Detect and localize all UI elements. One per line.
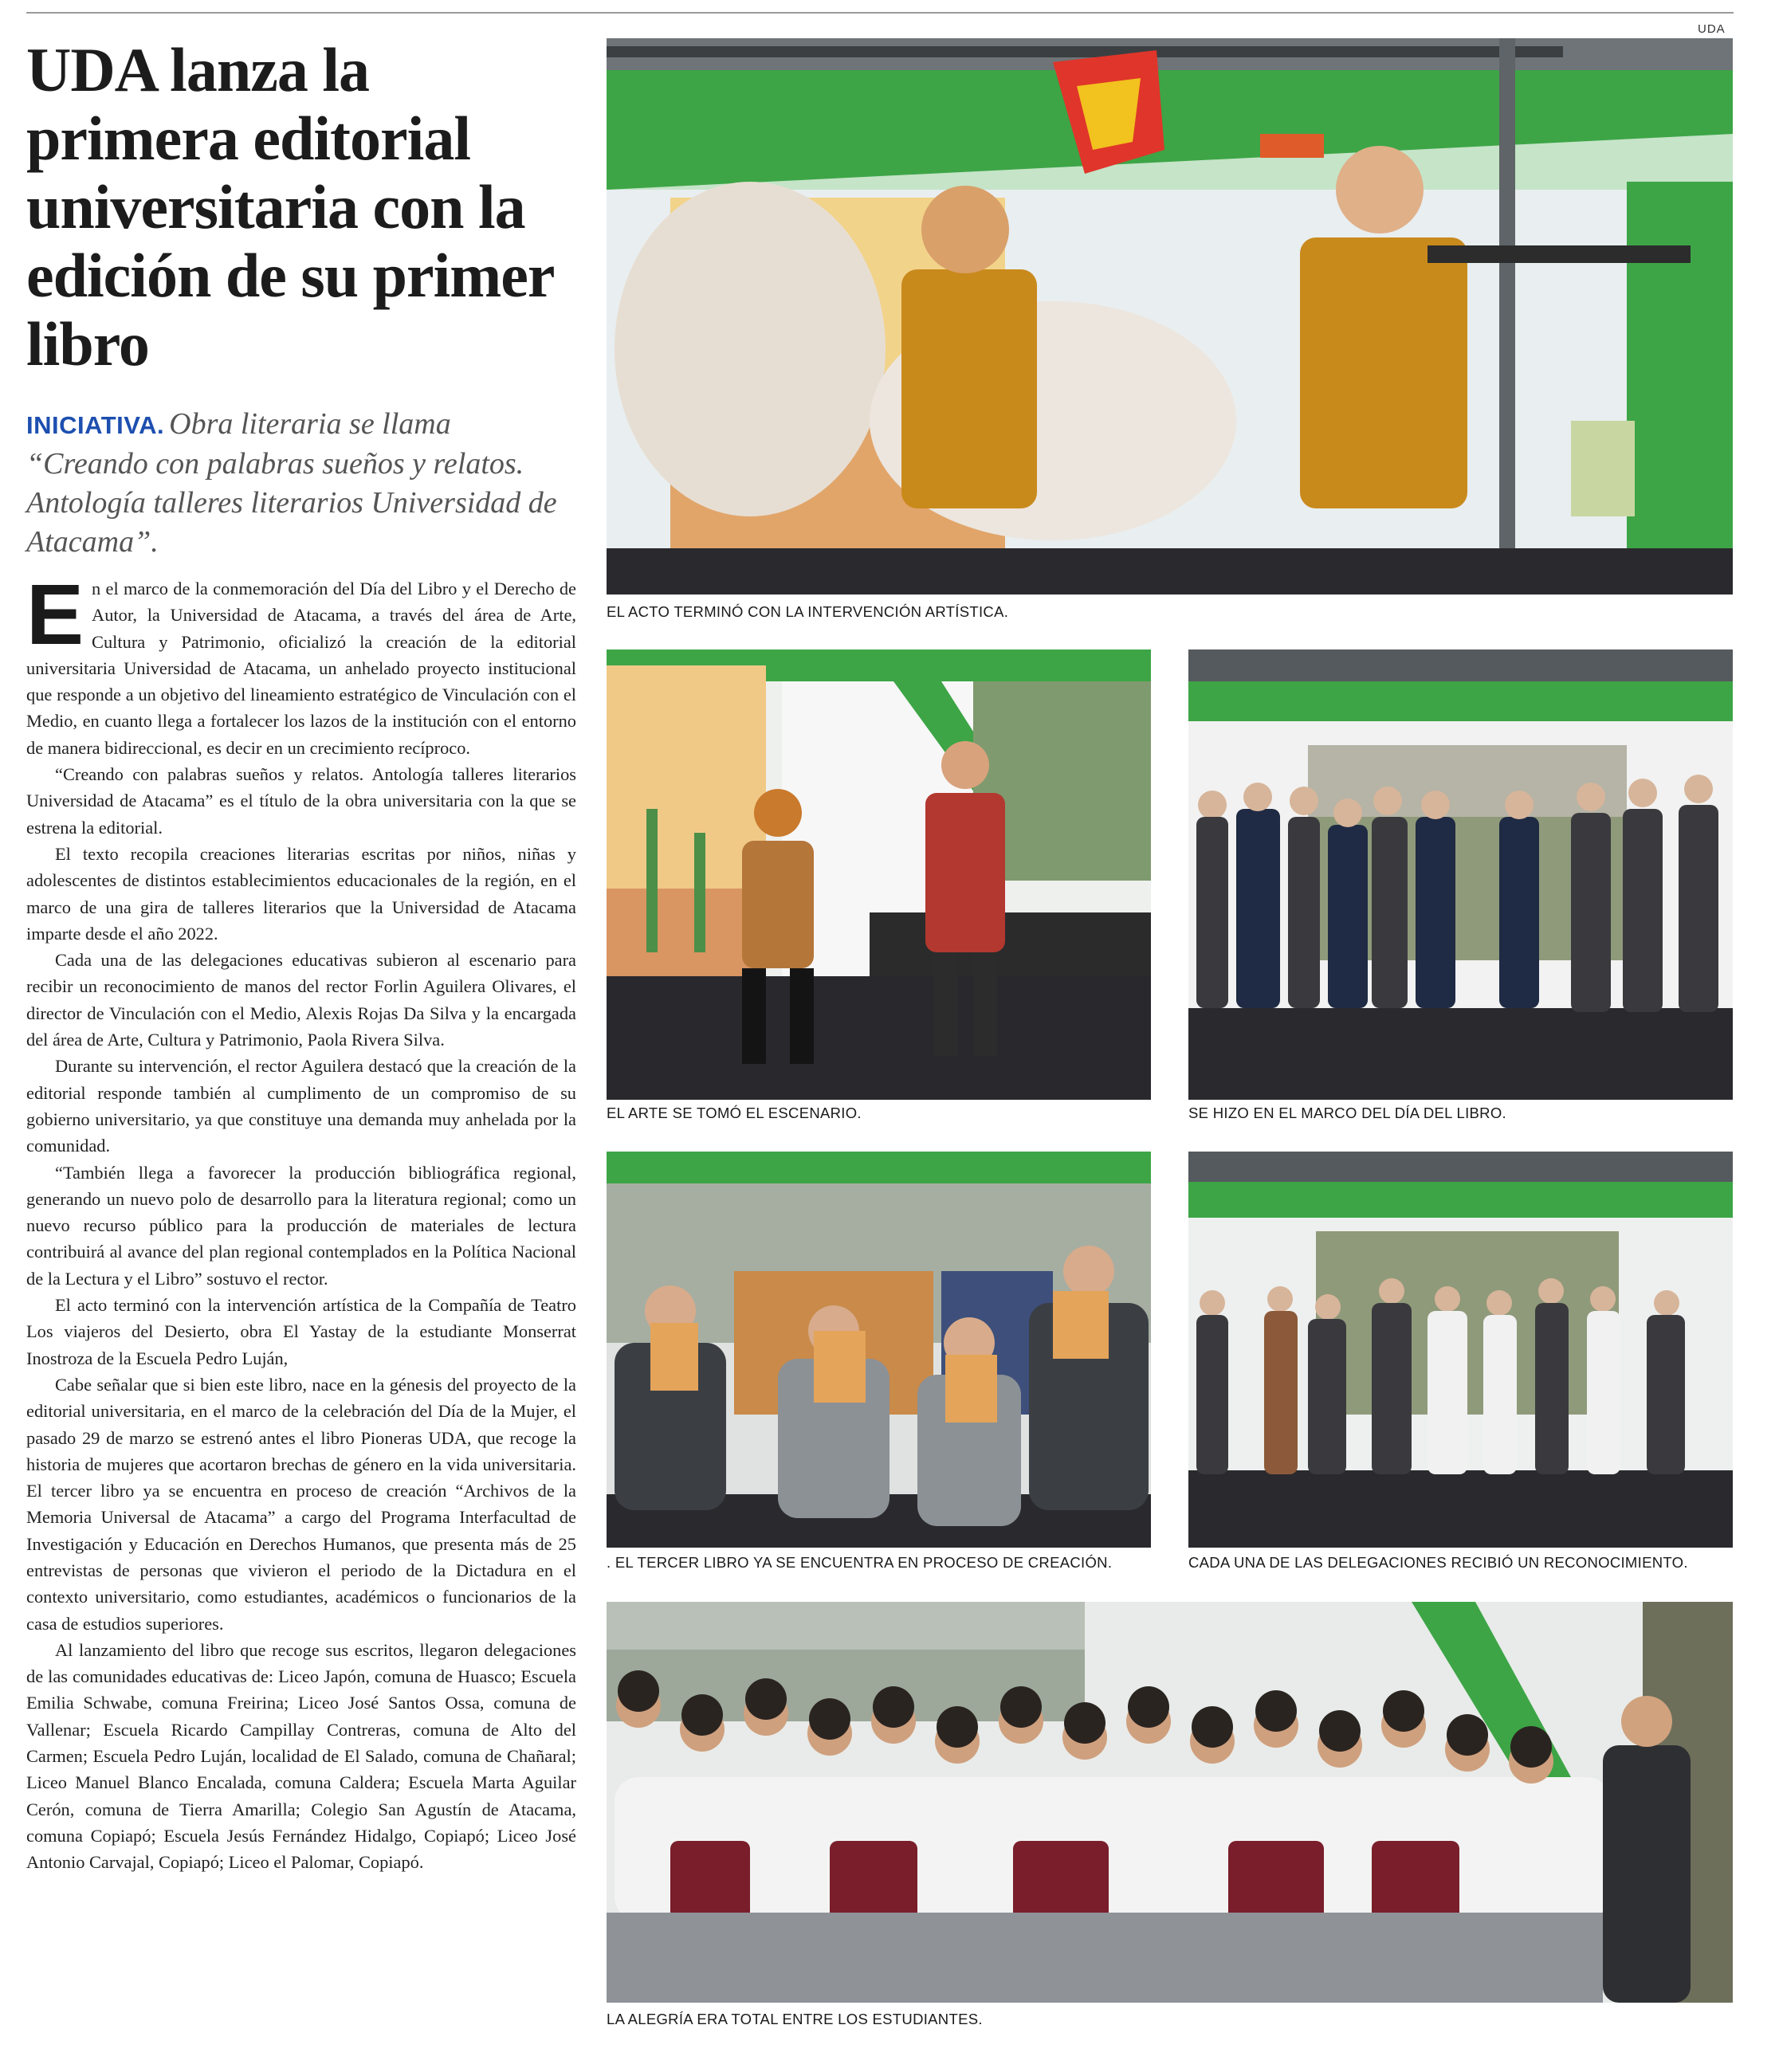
caption-performance: EL ACTO TERMINÓ CON LA INTERVENCIÓN ARTÍSTICA. bbox=[607, 603, 1009, 620]
body-paragraph: El texto recopila creaciones literarias escritas por niños, niñas y adolescentes de distintos establecimientos educacionales de la región, en el marco de una gira de talleres literarios que la Universidad de Atacama imparte desde el año 2022. bbox=[26, 843, 576, 944]
photo-dia-del-libro-image bbox=[1188, 649, 1733, 1100]
caption-reconocimiento: CADA UNA DE LAS DELEGACIONES RECIBIÓ UN RECONOCIMIENTO. bbox=[1188, 1554, 1688, 1571]
lead-text: Obra literaria se llama “Creando con palabras sueños y relatos. Antología talleres literarios Universidad de Atacama”. bbox=[26, 407, 557, 559]
body-paragraph bbox=[26, 566, 576, 761]
photo-tercer-libro-image bbox=[607, 1152, 1151, 1548]
photo-performance bbox=[607, 38, 1733, 595]
headline: UDA lanza la primera editorial universitaria con la edición de su primer libro bbox=[26, 35, 554, 379]
photo-dia-del-libro bbox=[1188, 649, 1733, 1100]
photo-estudiantes bbox=[607, 1602, 1733, 2003]
body-paragraph: “Creando con palabras sueños y relatos. Antología talleres literarios Universidad de Atacama” es el título de la obra universitaria con la que se estrena la editorial. bbox=[26, 764, 576, 838]
photo-stage-art-image bbox=[607, 649, 1151, 1100]
caption-dia-del-libro: SE HIZO EN EL MARCO DEL DÍA DEL LIBRO. bbox=[1188, 1105, 1506, 1121]
lead-paragraph bbox=[26, 405, 576, 562]
body-paragraph: Cada una de las delegaciones educativas subieron al escenario para recibir un reconocimiento de manos del rector Forlin Aguilera Olivares, el director de Vinculación con el Medio, Alexis Rojas Da Silva y la encargada del área de Arte, Cultura y Patrimonio, Paola Rivera Silva. bbox=[26, 950, 576, 1050]
body-paragraph: Durante su intervención, el rector Aguilera destacó que la creación de la editorial responde también al cumplimento de un compromiso de su gobierno universitario, ya que constituye una demanda muy anhelada por la comunidad. bbox=[26, 1056, 576, 1156]
photo-estudiantes-image bbox=[607, 1602, 1733, 2003]
photo-credit: UDA bbox=[1698, 22, 1726, 36]
body-paragraph: Cabe señalar que si bien este libro, nace en la génesis del proyecto de la editorial universitaria, en el marco de la celebración del Día de la Mujer, el pasado 29 de marzo se estrenó antes el libro Pioneras UDA, que recoge la historia de mujeres que acortaron brechas de género en la vida universitaria. El tercer libro ya se encuentra en proceso de creación “Archivos de la Memoria Universal de Atacama” a cargo del Programa Interfacultad de Investigación y Educación en Derechos Humanos, que presenta más de 25 entrevistas de personas que vivieron el periodo de la Dictadura en el contexto universitario, como estudiantes, académicos o funcionarios de la casa de estudios superiores. bbox=[26, 1374, 576, 1634]
article-body bbox=[26, 566, 576, 1876]
photo-reconocimiento-image bbox=[1188, 1152, 1733, 1548]
body-paragraph: Al lanzamiento del libro que recoge sus escritos, llegaron delegaciones de las comunidades educativas de: Liceo Japón, comuna de Huasco; Escuela Emilia Schwabe, comuna Freirina; Liceo José Santos Ossa, comuna de Vallenar; Escuela Ricardo Campillay Contreras, comuna de Alto del Carmen; Escuela Pedro Luján, localidad de El Salado, comuna de Chañaral; Liceo Manuel Blanco Encalada, comuna Caldera; Escuela Marta Aguilar Cerón, comuna de Tierra Amarilla; Colegio San Agustín de Atacama, comuna Copiapó; Escuela Jesús Fernández Hidalgo, Copiapó; Liceo José Antonio Carvajal, Copiapó; Liceo el Palomar, Copiapó. bbox=[26, 1639, 576, 1873]
dropcap: E bbox=[26, 566, 84, 662]
caption-tercer-libro: . EL TERCER LIBRO YA SE ENCUENTRA EN PROCESO DE CREACIÓN. bbox=[607, 1554, 1113, 1571]
photo-reconocimiento bbox=[1188, 1152, 1733, 1548]
photo-performance-image bbox=[607, 38, 1733, 595]
kicker: INICIATIVA. bbox=[26, 411, 165, 439]
caption-estudiantes: LA ALEGRÍA ERA TOTAL ENTRE LOS ESTUDIANTES. bbox=[607, 2011, 983, 2027]
body-paragraph-text: n el marco de la conmemoración del Día del Libro y el Derecho de Autor, la Universidad de Atacama, a través del área de Arte, Cultura y Patrimonio, oficializó la creación de la editorial universitaria Universidad de Atacama, un anhelado proyecto institucional que responde a un objetivo del lineamiento estratégico de Vinculación con el Medio, en cuanto llega a fortalecer los lazos de la institución con el entorno de manera bidireccional, es decir en un crecimiento recíproco. bbox=[26, 579, 576, 758]
caption-stage-art: EL ARTE SE TOMÓ EL ESCENARIO. bbox=[607, 1105, 862, 1121]
photo-tercer-libro bbox=[607, 1152, 1151, 1548]
body-paragraph: El acto terminó con la intervención artística de la Compañía de Teatro Los viajeros del Desierto, obra El Yastay de la estudiante Monserrat Inostroza de la Escuela Pedro Luján, bbox=[26, 1295, 576, 1368]
body-paragraph: “También llega a favorecer la producción bibliográfica regional, generando un nuevo polo de desarrollo para la literatura regional; como un nuevo recurso público para la producción de materiales de lectura contribuirá al avance del plan regional contemplados en la Política Nacional de la Lectura y el Libro” sostuvo el rector. bbox=[26, 1162, 576, 1289]
photo-stage-art bbox=[607, 649, 1151, 1100]
top-rule bbox=[26, 12, 1734, 14]
